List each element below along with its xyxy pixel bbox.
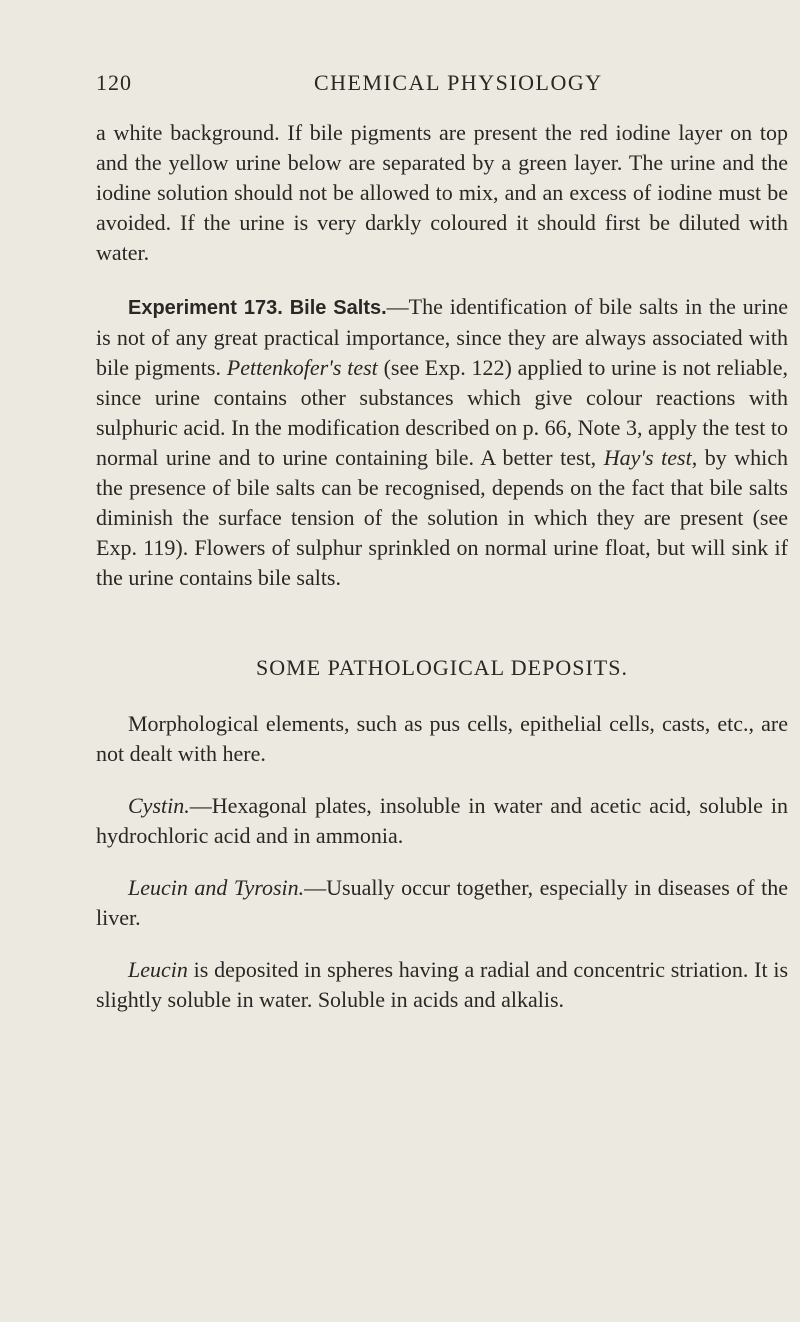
cystin-term: Cystin. — [128, 793, 190, 818]
running-head — [96, 70, 740, 106]
pettenkofer-test-term: Pettenkofer's test — [226, 355, 378, 380]
paragraph-leucin-tyrosin — [96, 873, 788, 933]
experiment-label: Experiment 173. — [128, 297, 283, 319]
experiment-text-3: , by which the presence of bile salts can be recognised, depends on the fact that bile salts diminish the surface tension of the solution in which they are present (see Exp. 119). Flowers of sulphur sprinkled on normal urine float, but will sink if the urine contains bile salts. — [96, 445, 788, 590]
cystin-text: —Hexagonal plates, insoluble in water and acetic acid, soluble in hydrochloric acid and in ammonia. — [96, 793, 788, 848]
leucin-term: Leucin — [128, 957, 188, 982]
running-title: CHEMICAL PHYSIOLOGY — [314, 70, 603, 95]
paragraph-experiment-173 — [96, 292, 788, 593]
experiment-text-2: (see Exp. 122) applied to urine is not reliable, since urine contains other substances which give colour reactions with sulphuric acid. In the modification described on p. 66, Note 3, apply the test to normal urine and to urine containing bile. A better test, — [96, 355, 788, 470]
leucin-tyrosin-text: —Usually occur together, especially in diseases of the liver. — [96, 875, 788, 930]
page-number: 120 — [96, 70, 132, 95]
experiment-title: Bile Salts. — [289, 297, 387, 319]
paragraph-morphological: Morphological elements, such as pus cells, epithelial cells, casts, etc., are not dealt with here. — [96, 711, 788, 766]
experiment-text-1: —The identification of bile salts in the urine is not of any great practical importance, since they are always associated with bile pigments. — [96, 294, 788, 380]
paragraph-leucin — [96, 955, 788, 1015]
hays-test-term: Hay's test — [603, 445, 692, 470]
paragraph-iodine-test: a white background. If bile pigments are present the red iodine layer on top and the yellow urine below are separated by a green layer. The urine and the iodine solution should not be allowed to mix, and an excess of iodine must be avoided. If the urine is very darkly coloured it should first be diluted with water. — [96, 120, 788, 265]
paragraph-cystin — [96, 791, 788, 851]
leucin-text: is deposited in spheres having a radial and concentric striation. It is slightly soluble in water. Soluble in acids and alkalis. — [96, 957, 788, 1012]
page-body — [96, 118, 788, 1015]
section-heading: SOME PATHOLOGICAL DEPOSITS. — [256, 655, 628, 680]
leucin-tyrosin-term: Leucin and Tyrosin. — [128, 875, 305, 900]
